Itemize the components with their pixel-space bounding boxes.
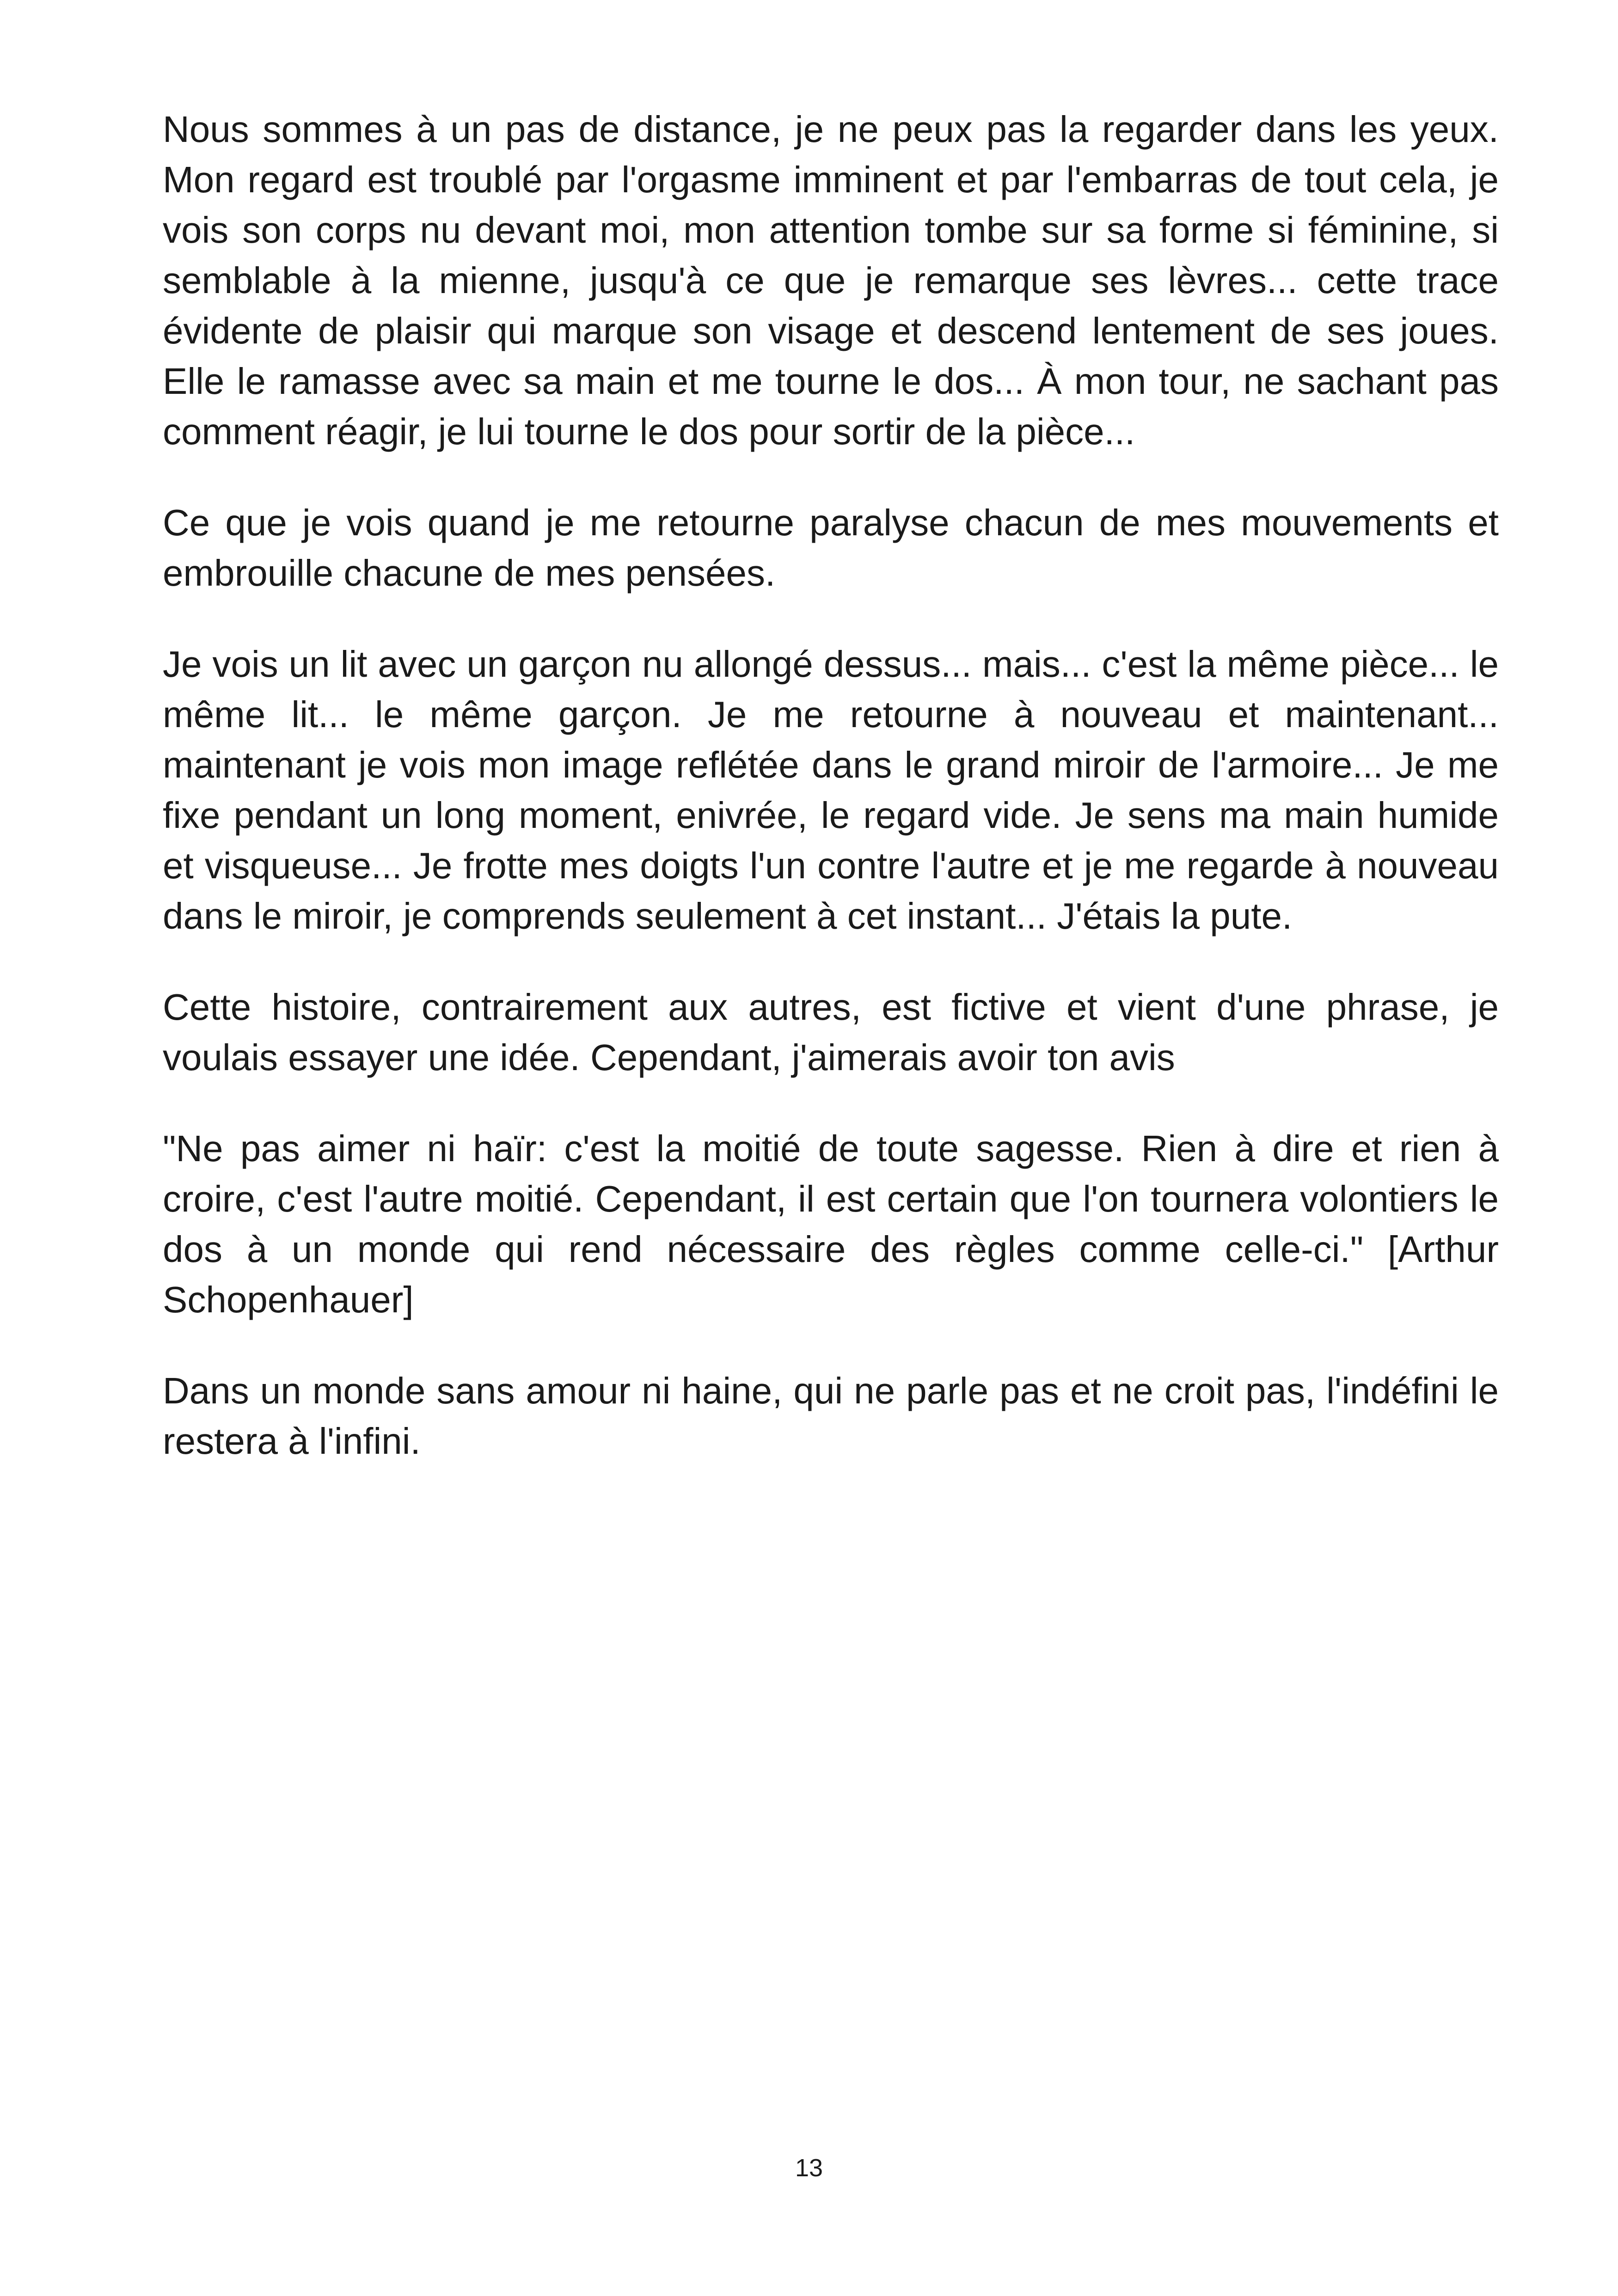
paragraph-3: Je vois un lit avec un garçon nu allongé dessus... mais... c'est la même pièce... le même lit... le même garçon. Je me retourne à nouveau et maintenant... maintenant je vois mon image reflétée dans le grand miroir de l'armoire... Je me fixe pendant un long moment, enivrée, le regard vide. Je sens ma main humide et visqueuse... Je frotte mes doigts l'un contre l'autre et je me regarde à nouveau dans le miroir, je comprends seulement à cet instant... J'étais la pute. — [163, 643, 1499, 937]
paragraph-6: Dans un monde sans amour ni haine, qui ne parle pas et ne croit pas, l'indéfini le restera à l'infini. — [163, 1370, 1499, 1462]
body-text — [163, 104, 1499, 1507]
paragraph-2: Ce que je vois quand je me retourne paralyse chacun de mes mouvements et embrouille chacune de mes pensées. — [163, 502, 1499, 594]
quote-paragraph: "Ne pas aimer ni haïr: c'est la moitié de toute sagesse. Rien à dire et rien à croire, c'est l'autre moitié. Cependant, il est certain que l'on tournera volontiers le dos à un monde qui rend nécessaire des règles comme celle-ci." [Arthur Schopenhauer] — [163, 1128, 1499, 1320]
paragraph-1: Nous sommes à un pas de distance, je ne peux pas la regarder dans les yeux. Mon regard est troublé par l'orgasme imminent et par l'embarras de tout cela, je vois son corps nu devant moi, mon attention tombe sur sa forme si féminine, si semblable à la mienne, jusqu'à ce que je remarque ses lèvres... cette trace évidente de plaisir qui marque son visage et descend lentement de ses joues. Elle le ramasse avec sa main et me tourne le dos... À mon tour, ne sachant pas comment réagir, je lui tourne le dos pour sortir de la pièce... — [163, 109, 1499, 452]
paragraph-4: Cette histoire, contrairement aux autres, est fictive et vient d'une phrase, je voulais essayer une idée. Cependant, j'aimerais avoir ton avis — [163, 986, 1499, 1078]
page-number: 13 — [795, 2154, 823, 2182]
